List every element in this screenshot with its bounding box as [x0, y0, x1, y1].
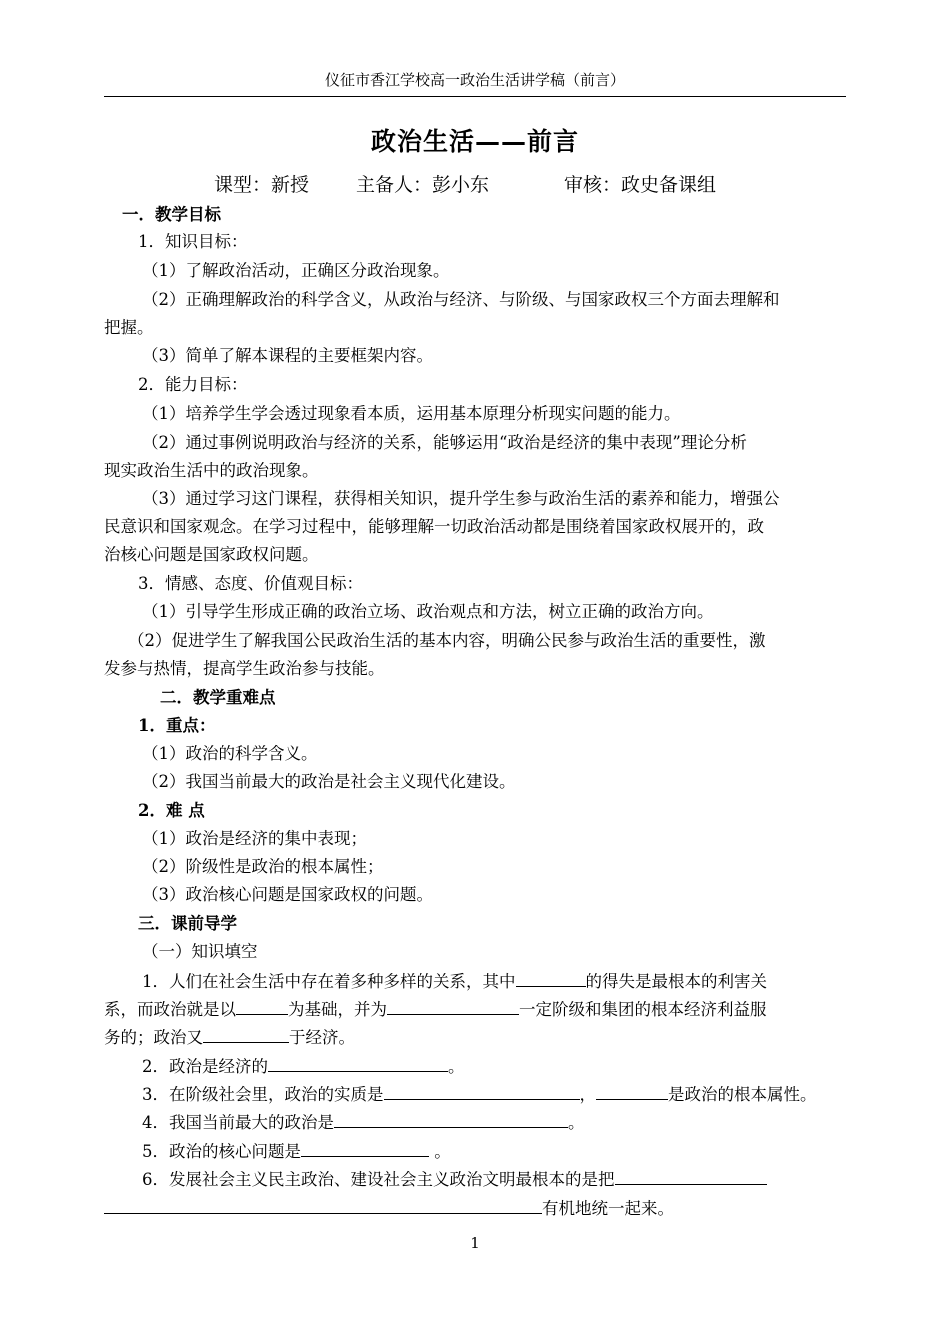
section-heading-keypoints: 二．教学重难点: [160, 688, 276, 707]
fill-blank[interactable]: [596, 1081, 668, 1100]
paragraph: 治核心问题是国家政权问题。: [104, 545, 319, 564]
paragraph: （3）政治核心问题是国家政权的问题。: [142, 885, 433, 904]
paragraph: 现实政治生活中的政治现象。: [104, 461, 319, 480]
subheading-difficult: 2．难 点: [138, 801, 205, 820]
paragraph: （2）促进学生了解我国公民政治生活的基本内容，明确公民参与政治生活的重要性，激: [128, 631, 766, 650]
question-1-line-1: 1．人们在社会生活中存在着多种多样的关系，其中 的得失是最根本的利害关: [142, 968, 767, 995]
paragraph: （2）我国当前最大的政治是社会主义现代化建设。: [142, 772, 516, 791]
subheading-key: 1．重点：: [138, 716, 216, 735]
fill-blank[interactable]: [104, 1195, 542, 1214]
lesson-preparer: 主备人：彭小东: [356, 174, 490, 196]
page-number: 1: [470, 1234, 480, 1252]
paragraph: （1）引导学生形成正确的政治立场、政治观点和方法，树立正确的政治方向。: [142, 602, 714, 621]
paragraph: （2）阶级性是政治的根本属性；: [142, 857, 384, 876]
question-3: 3．在阶级社会里，政治的实质是 ， 是政治的根本属性。: [142, 1081, 817, 1108]
subheading-ability: 2．能力目标：: [138, 375, 248, 394]
paragraph: 发参与热情，提高学生政治参与技能。: [104, 659, 385, 678]
subheading-values: 3．情感、态度、价值观目标：: [138, 574, 363, 593]
document-title: 政治生活——前言: [370, 127, 579, 156]
question-4: 4．我国当前最大的政治是 。: [142, 1109, 585, 1136]
fill-blank[interactable]: [203, 1024, 289, 1043]
paragraph: （3）通过学习这门课程，获得相关知识，提升学生参与政治生活的素养和能力，增强公: [142, 489, 780, 508]
paragraph: 把握。: [104, 318, 154, 337]
paragraph: 民意识和国家观念。在学习过程中，能够理解一切政治活动都是围绕着国家政权展开的，政: [104, 517, 764, 536]
fill-blank[interactable]: [334, 1109, 568, 1128]
lesson-review: 审核：政史备课组: [564, 174, 717, 196]
fill-blank[interactable]: [615, 1166, 767, 1185]
subheading-fill-in: （一）知识填空: [142, 942, 258, 961]
fill-blank[interactable]: [384, 1081, 580, 1100]
section-heading-preview: 三．课前导学: [138, 914, 237, 933]
paragraph: （2）正确理解政治的科学含义，从政治与经济、与阶级、与国家政权三个方面去理解和: [142, 290, 780, 309]
fill-blank[interactable]: [387, 996, 519, 1015]
subheading-knowledge: 1．知识目标：: [138, 232, 248, 251]
question-5: 5．政治的核心问题是 。: [142, 1138, 451, 1165]
lesson-type: 课型：新授: [214, 174, 310, 196]
question-6-line-1: 6．发展社会主义民主政治、建设社会主义政治文明最根本的是把: [142, 1166, 767, 1193]
section-heading-objectives: 一．教学目标: [122, 205, 221, 224]
page-header: 仪征市香江学校高一政治生活讲学稿（前言）: [324, 71, 625, 89]
fill-blank[interactable]: [236, 996, 288, 1015]
question-6-line-2: 有机地统一起来。: [104, 1195, 674, 1222]
paragraph: （3）简单了解本课程的主要框架内容。: [142, 346, 433, 365]
paragraph: （2）通过事例说明政治与经济的关系，能够运用“政治是经济的集中表现”理论分析: [142, 433, 747, 452]
paragraph: （1）了解政治活动，正确区分政治现象。: [142, 261, 450, 280]
question-1-line-2: 系，而政治就是以 为基础，并为 一定阶级和集团的根本经济利益服: [104, 996, 767, 1023]
paragraph: （1）政治的科学含义。: [142, 744, 318, 763]
header-divider: [104, 96, 846, 97]
fill-blank[interactable]: [268, 1053, 448, 1072]
paragraph: （1）培养学生学会透过现象看本质，运用基本原理分析现实问题的能力。: [142, 404, 681, 423]
fill-blank[interactable]: [301, 1138, 429, 1157]
question-1-line-3: 务的；政治又 于经济。: [104, 1024, 355, 1051]
fill-blank[interactable]: [516, 968, 586, 987]
question-2: 2．政治是经济的 。: [142, 1053, 465, 1080]
paragraph: （1）政治是经济的集中表现；: [142, 829, 367, 848]
